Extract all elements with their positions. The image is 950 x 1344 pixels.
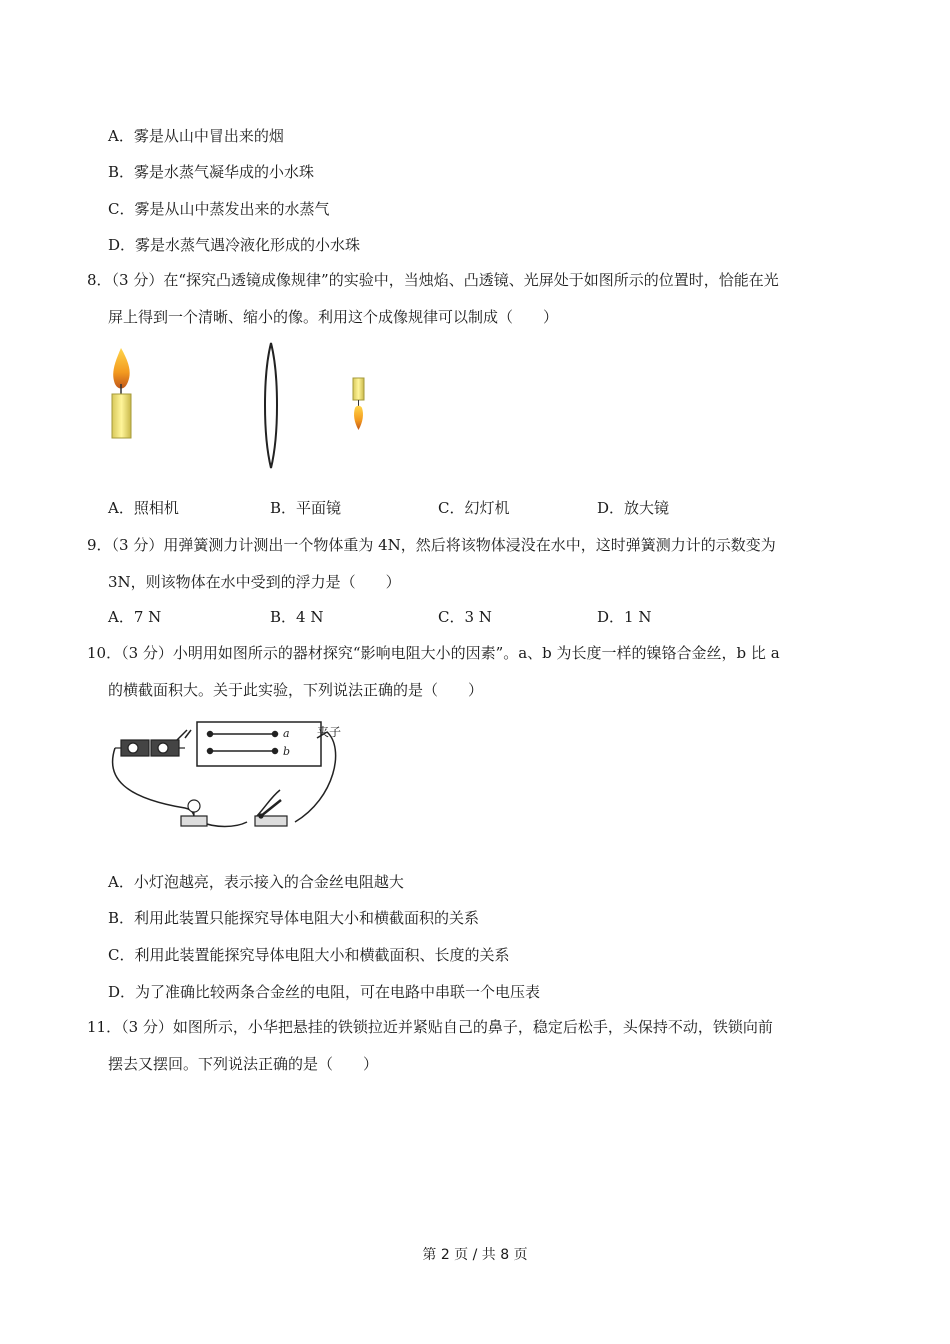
q7-option-d: D．雾是水蒸气遇冷液化形成的小水珠 — [108, 236, 361, 254]
q11-stem-line2: 摆去又摆回。下列说法正确的是（ ） — [108, 1055, 379, 1073]
q10-option-c: C．利用此装置能探究导体电阻大小和横截面积、长度的关系 — [108, 946, 510, 964]
q7-option-c: C．雾是从山中蒸发出来的水蒸气 — [108, 200, 330, 218]
convex-lens-icon — [265, 343, 277, 468]
q7-option-b: B．雾是水蒸气凝华成的小水珠 — [108, 163, 315, 181]
q8-stem-line1: 8．（3 分）在“探究凸透镜成像规律”的实验中，当烛焰、凸透镜、光屏处于如图所示的位置时，恰能在光 — [87, 271, 779, 289]
q10-option-d: D．为了准确比较两条合金丝的电阻，可在电路中串联一个电压表 — [108, 983, 541, 1001]
lamp-icon — [181, 800, 207, 826]
q9-stem-line2: 3N，则该物体在水中受到的浮力是（ ） — [108, 573, 401, 591]
q9-option-c: C．3 N — [438, 608, 492, 626]
q10-stem-line1: 10．（3 分）小明用如图所示的器材探究“影响电阻大小的因素”。a、b 为长度一样的镍铬合金丝，b 比 a — [87, 644, 780, 662]
q8-stem-line2: 屏上得到一个清晰、缩小的像。利用这个成像规律可以制成（ ） — [108, 308, 559, 326]
wire-board — [197, 722, 321, 766]
q8-option-c: C．幻灯机 — [438, 499, 510, 517]
q10-circuit-figure — [105, 718, 355, 833]
q9-option-b: B．4 N — [270, 608, 324, 626]
q8-option-a: A．照相机 — [108, 499, 179, 517]
q9-stem-line1: 9．（3 分）用弹簧测力计测出一个物体重为 4N，然后将该物体浸没在水中，这时弹簧测力计的示数变为 — [87, 536, 776, 554]
q10-stem-line2: 的横截面积大。关于此实验，下列说法正确的是（ ） — [108, 681, 484, 699]
q7-option-a: A．雾是从山中冒出来的烟 — [108, 127, 284, 145]
battery-icon — [115, 740, 185, 756]
q8-option-b: B．平面镜 — [270, 499, 342, 517]
q8-optics-figure — [100, 340, 400, 475]
page-footer: 第 2 页 / 共 8 页 — [422, 1247, 528, 1263]
q10-option-a: A．小灯泡越亮，表示接入的合金丝电阻越大 — [108, 873, 404, 891]
q9-option-d: D．1 N — [597, 608, 652, 626]
clip-icon — [177, 730, 327, 740]
label-b: b — [283, 745, 291, 758]
inverted-image-icon — [353, 378, 364, 430]
q8-option-d: D．放大镜 — [597, 499, 670, 517]
candle-icon — [112, 348, 131, 438]
q11-stem-line1: 11．（3 分）如图所示，小华把悬挂的铁锁拉近并紧贴自己的鼻子，稳定后松手，头保持不动，铁锁向前 — [87, 1018, 773, 1036]
q9-option-a: A．7 N — [108, 608, 162, 626]
label-clip: 夹子 — [317, 725, 342, 739]
q10-option-b: B．利用此装置只能探究导体电阻大小和横截面积的关系 — [108, 909, 480, 927]
label-a: a — [283, 727, 290, 740]
